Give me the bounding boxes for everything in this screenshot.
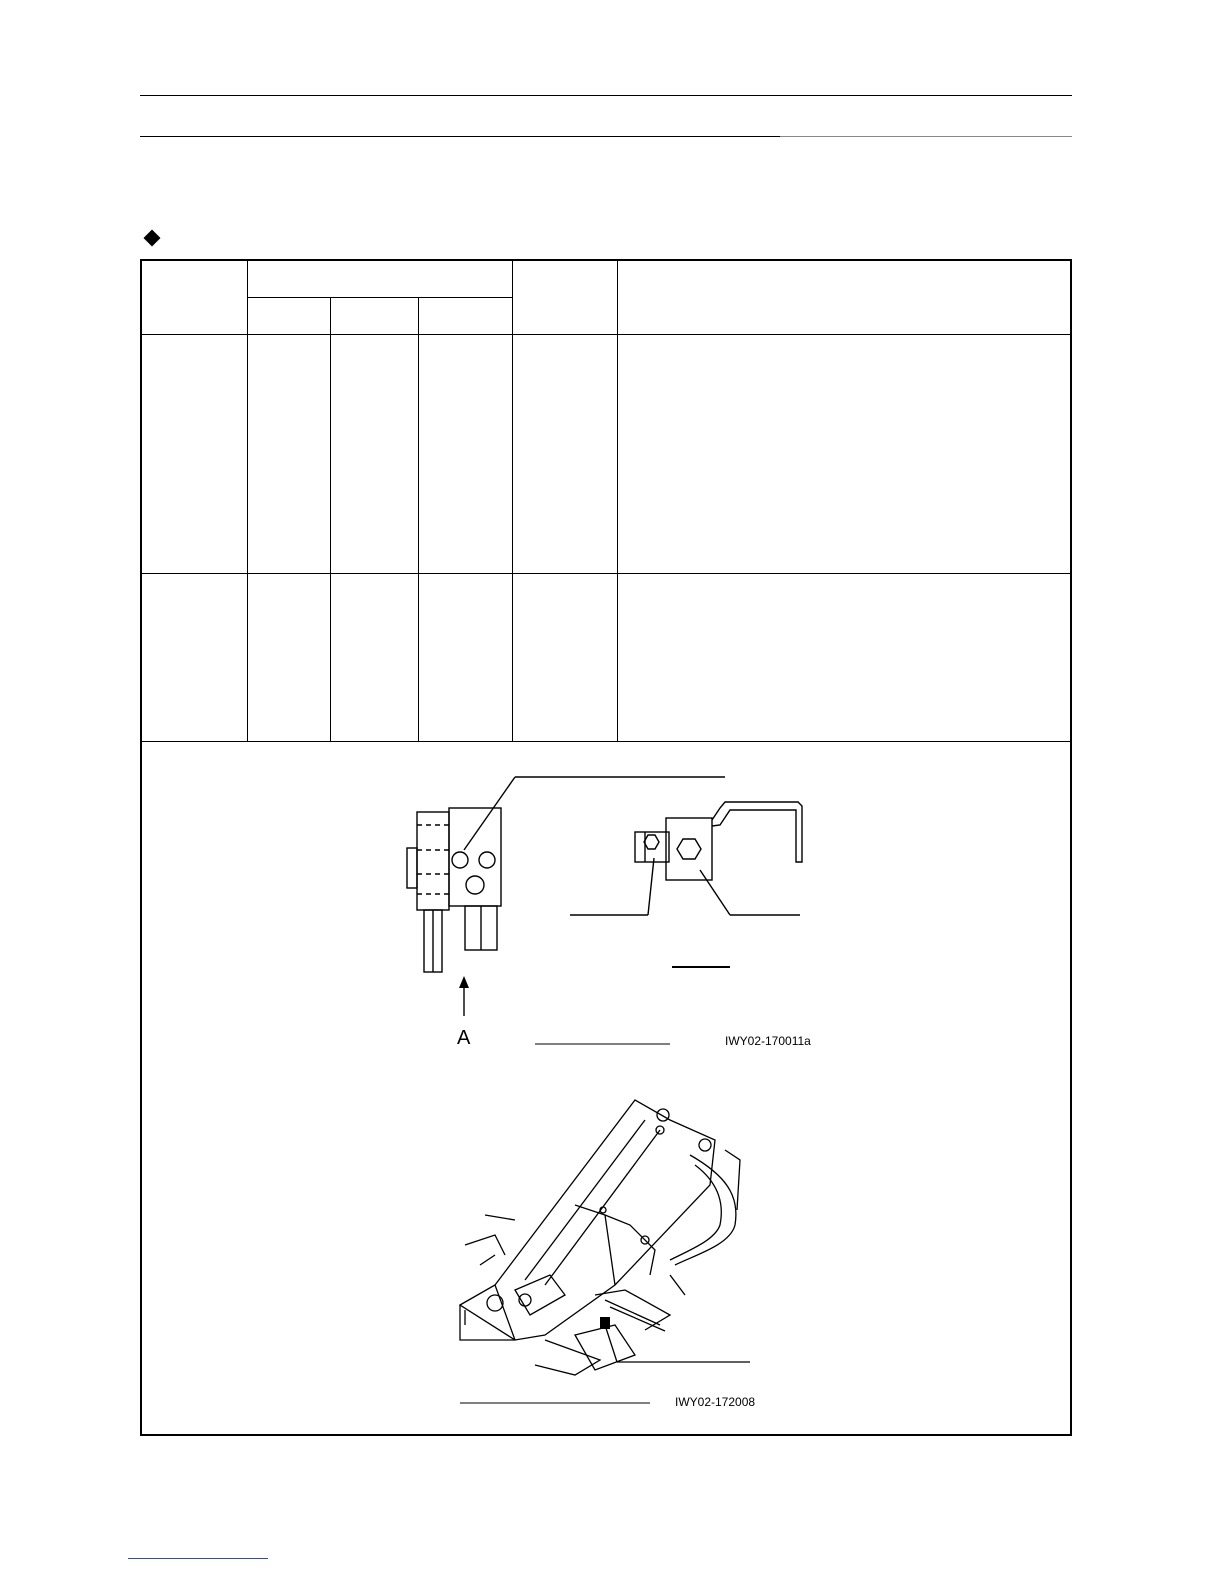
table-col-line-2: [330, 297, 331, 742]
figure-frame-illustration: [455, 1085, 765, 1415]
table-col-line-4: [512, 261, 513, 742]
table-col-line-5: [617, 261, 618, 742]
view-arrow-icon: [459, 976, 469, 988]
table-bottom-rule: [142, 741, 1070, 742]
table-header-subrule: [247, 297, 512, 298]
view-label-a: A: [457, 1027, 471, 1049]
footer-link-underline: [128, 1558, 268, 1559]
table-col-line-1: [247, 261, 248, 742]
table-header-rule: [142, 334, 1070, 335]
table-col-line-3: [418, 297, 419, 742]
section-bullet-diamond-icon: [144, 230, 161, 247]
header-rule-bottom: [140, 136, 780, 137]
header-rule-top: [140, 95, 1072, 96]
figure-code: IWY02-172008: [675, 1395, 756, 1409]
header-rule-bottom-right: [780, 136, 1072, 137]
figure-code: IWY02-170011a: [725, 1034, 811, 1048]
component-highlight: [600, 1317, 610, 1329]
table-row-rule: [142, 573, 1070, 574]
figure-valve-diagram: [380, 770, 840, 1060]
